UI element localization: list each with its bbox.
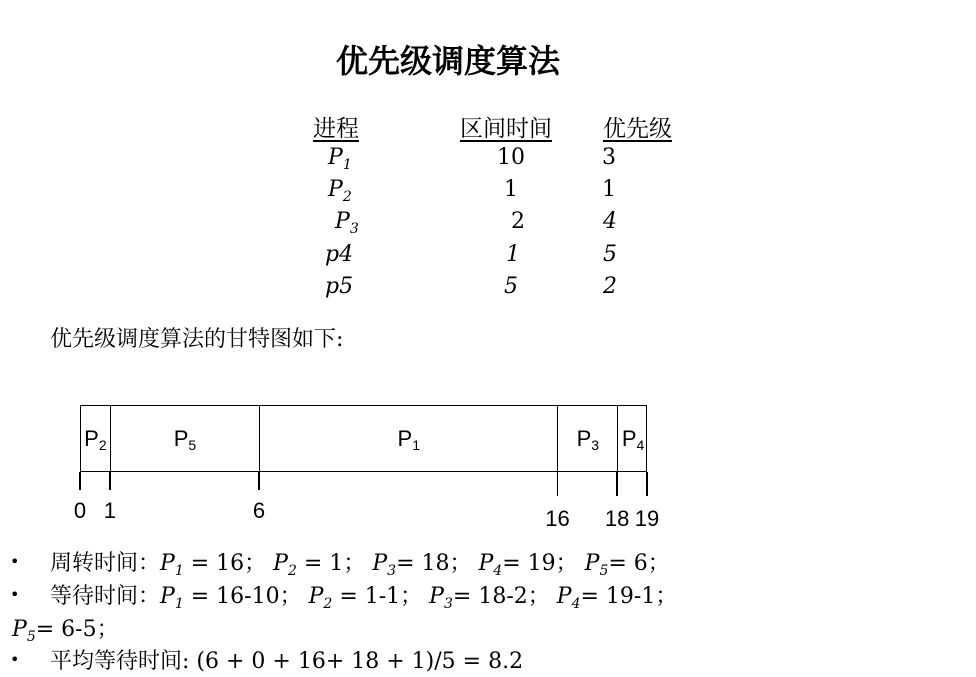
formula-term: $P_2 = 1$；	[273, 551, 373, 579]
row3-process: $P_3$	[335, 209, 359, 237]
gantt-caption: 优先级调度算法的甘特图如下:	[50, 327, 344, 352]
gantt-tick-mark	[258, 472, 260, 490]
gantt-tick-mark	[557, 472, 559, 496]
formula-term: $P_1 = 16-10$；	[160, 584, 309, 612]
average-expr: (6 + 0 + 16+ 18 + 1)/5 = 8.2	[189, 649, 524, 674]
bullet-icon: •	[10, 552, 20, 571]
formula-term: $P_3= 18$；	[372, 551, 479, 579]
bullet-icon: •	[10, 650, 20, 669]
waiting-line	[50, 579, 677, 610]
gantt-tick-mark	[616, 472, 618, 496]
header-process: 进程	[313, 116, 359, 142]
gantt-tick-mark	[109, 472, 111, 490]
row3-priority: 4	[603, 209, 617, 234]
formula-term: $P_4= 19$；	[478, 551, 585, 579]
row2-priority: 1	[602, 177, 616, 202]
formula-term: $P_4= 19-1$；	[556, 584, 678, 612]
turnaround-line	[50, 546, 670, 577]
waiting-line-cont: $P_5= 6-5$；	[12, 617, 119, 645]
row4-priority: 5	[603, 242, 617, 267]
gantt-tick-label: 6	[252, 498, 266, 523]
row3-burst: 2	[511, 209, 525, 234]
gantt-segment: P $_3$	[558, 406, 618, 471]
row5-priority: 2	[603, 274, 617, 299]
row1-burst: 10	[497, 145, 525, 170]
header-priority: 优先级	[603, 116, 672, 142]
row1-process: $P_1$	[328, 145, 352, 173]
gantt-tick-label: 19	[634, 506, 660, 531]
gantt-tick-label: 0	[73, 498, 87, 523]
bullet-icon: •	[10, 585, 20, 604]
formula-term: $P_5= 6$；	[584, 551, 670, 579]
header-burst-time: 区间时间	[460, 116, 552, 142]
average-line	[50, 644, 523, 675]
formula-term: $P_2 = 1-1$；	[308, 584, 430, 612]
row2-process: $P_2$	[328, 177, 352, 205]
average-label: 平均等待时间:	[50, 649, 190, 674]
row4-process: p4	[325, 242, 354, 267]
gantt-tick-label: 16	[545, 506, 570, 531]
gantt-tick-label: 1	[103, 498, 116, 523]
gantt-chart	[80, 405, 647, 472]
row4-burst: 1	[506, 242, 520, 267]
gantt-tick-mark	[79, 472, 81, 490]
gantt-tick-mark	[646, 472, 648, 496]
row5-process: p5	[325, 274, 354, 299]
waiting-label: 等待时间：	[50, 584, 161, 609]
gantt-tick-label: 18	[604, 506, 630, 531]
gantt-segment: P $_5$	[111, 406, 260, 471]
page-title: 优先级调度算法	[335, 42, 560, 80]
gantt-segment: P $_4$	[621, 425, 645, 453]
formula-term: $P_3= 18-2$；	[429, 584, 557, 612]
gantt-segment: P $_1$	[260, 406, 558, 471]
row2-burst: 1	[504, 177, 518, 202]
gantt-segment: P $_2$	[81, 406, 111, 471]
turnaround-label: 周转时间：	[50, 551, 161, 576]
row5-burst: 5	[504, 274, 518, 299]
row1-priority: 3	[602, 145, 616, 170]
formula-term: $P_1 = 16$；	[160, 551, 274, 579]
